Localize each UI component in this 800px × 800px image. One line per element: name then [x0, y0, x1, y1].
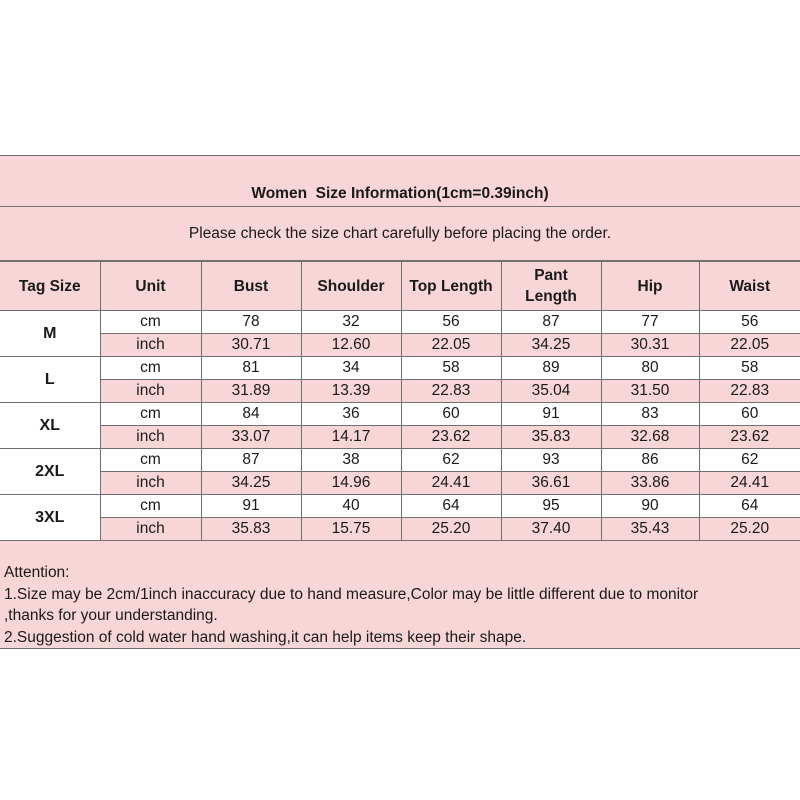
unit-cell: inch — [100, 334, 201, 357]
measurement-cell: 90 — [601, 495, 699, 518]
table-row — [0, 426, 800, 449]
measurement-cell: 35.04 — [501, 380, 601, 403]
measurement-cell: 58 — [401, 357, 501, 380]
header-tag-size: Tag Size — [0, 262, 100, 311]
tag-size-cell: 3XL — [0, 495, 100, 541]
table-row — [0, 334, 800, 357]
measurement-cell: 60 — [699, 403, 800, 426]
measurement-cell: 87 — [201, 449, 301, 472]
header-pant-length — [501, 262, 601, 311]
measurement-cell: 24.41 — [699, 472, 800, 495]
table-row — [0, 518, 800, 541]
measurement-cell: 22.83 — [699, 380, 800, 403]
measurement-cell: 23.62 — [699, 426, 800, 449]
measurement-cell: 31.89 — [201, 380, 301, 403]
measurement-cell: 38 — [301, 449, 401, 472]
measurement-cell: 15.75 — [301, 518, 401, 541]
measurement-cell: 31.50 — [601, 380, 699, 403]
measurement-cell: 34 — [301, 357, 401, 380]
measurement-cell: 37.40 — [501, 518, 601, 541]
unit-cell: cm — [100, 357, 201, 380]
header-row — [0, 262, 800, 311]
measurement-cell: 60 — [401, 403, 501, 426]
measurement-cell: 56 — [699, 311, 800, 334]
measurement-cell: 91 — [501, 403, 601, 426]
measurement-cell: 33.07 — [201, 426, 301, 449]
header-pant-length-label: Pant Length — [525, 267, 577, 305]
size-chart — [0, 155, 800, 649]
measurement-cell: 93 — [501, 449, 601, 472]
unit-cell: inch — [100, 380, 201, 403]
measurement-cell: 14.96 — [301, 472, 401, 495]
attention-heading: Attention: — [4, 564, 70, 581]
header-waist: Waist — [699, 262, 800, 311]
header-top-length: Top Length — [401, 262, 501, 311]
table-row — [0, 495, 800, 518]
measurement-cell: 22.05 — [699, 334, 800, 357]
table-body — [0, 311, 800, 541]
tag-size-cell: XL — [0, 403, 100, 449]
unit-cell: cm — [100, 495, 201, 518]
measurement-cell: 64 — [699, 495, 800, 518]
measurement-cell: 95 — [501, 495, 601, 518]
table-row — [0, 357, 800, 380]
unit-cell: inch — [100, 426, 201, 449]
measurement-cell: 83 — [601, 403, 699, 426]
measurement-cell: 22.05 — [401, 334, 501, 357]
measurement-cell: 84 — [201, 403, 301, 426]
header-shoulder: Shoulder — [301, 262, 401, 311]
table-row — [0, 449, 800, 472]
unit-cell: inch — [100, 518, 201, 541]
unit-cell: cm — [100, 403, 201, 426]
measurement-cell: 35.83 — [501, 426, 601, 449]
tag-size-cell: M — [0, 311, 100, 357]
measurement-cell: 33.86 — [601, 472, 699, 495]
measurement-cell: 14.17 — [301, 426, 401, 449]
unit-cell: inch — [100, 472, 201, 495]
table-row — [0, 311, 800, 334]
measurement-cell: 35.43 — [601, 518, 699, 541]
unit-cell: cm — [100, 449, 201, 472]
measurement-cell: 86 — [601, 449, 699, 472]
tag-size-cell: L — [0, 357, 100, 403]
header-unit: Unit — [100, 262, 201, 311]
measurement-cell: 78 — [201, 311, 301, 334]
measurement-cell: 77 — [601, 311, 699, 334]
notice-text: Please check the size chart carefully before placing the order. — [188, 224, 612, 242]
measurement-cell: 24.41 — [401, 472, 501, 495]
measurement-cell: 64 — [401, 495, 501, 518]
table-row — [0, 380, 800, 403]
measurement-cell: 12.60 — [301, 334, 401, 357]
measurement-cell: 62 — [699, 449, 800, 472]
measurement-cell: 58 — [699, 357, 800, 380]
measurement-cell: 32 — [301, 311, 401, 334]
table-row — [0, 472, 800, 495]
measurement-cell: 87 — [501, 311, 601, 334]
measurement-cell: 13.39 — [301, 380, 401, 403]
measurement-cell: 32.68 — [601, 426, 699, 449]
measurement-cell: 81 — [201, 357, 301, 380]
measurement-cell: 35.83 — [201, 518, 301, 541]
table-row — [0, 403, 800, 426]
measurement-cell: 25.20 — [401, 518, 501, 541]
measurement-cell: 89 — [501, 357, 601, 380]
measurement-cell: 23.62 — [401, 426, 501, 449]
size-table — [0, 261, 800, 541]
attention-line-3: 2.Suggestion of cold water hand washing,it can help items keep their shape. — [4, 628, 527, 646]
measurement-cell: 30.71 — [201, 334, 301, 357]
measurement-cell: 40 — [301, 495, 401, 518]
measurement-cell: 34.25 — [201, 472, 301, 495]
measurement-cell: 30.31 — [601, 334, 699, 357]
header-hip: Hip — [601, 262, 699, 311]
header-bust: Bust — [201, 262, 301, 311]
chart-title-row — [0, 156, 800, 207]
notice-row — [0, 207, 800, 261]
attention-line-1: 1.Size may be 2cm/1inch inaccuracy due to hand measure,Color may be little different due to monitor — [4, 585, 699, 603]
measurement-cell: 36.61 — [501, 472, 601, 495]
measurement-cell: 80 — [601, 357, 699, 380]
measurement-cell: 22.83 — [401, 380, 501, 403]
tag-size-cell: 2XL — [0, 449, 100, 495]
attention-line-2: ,thanks for your understanding. — [4, 607, 218, 624]
measurement-cell: 36 — [301, 403, 401, 426]
measurement-cell: 56 — [401, 311, 501, 334]
measurement-cell: 91 — [201, 495, 301, 518]
unit-cell: cm — [100, 311, 201, 334]
attention-notes — [0, 556, 800, 650]
measurement-cell: 25.20 — [699, 518, 800, 541]
measurement-cell: 34.25 — [501, 334, 601, 357]
measurement-cell: 62 — [401, 449, 501, 472]
chart-title: Women Size Information(1cm=0.39inch) — [251, 185, 549, 202]
